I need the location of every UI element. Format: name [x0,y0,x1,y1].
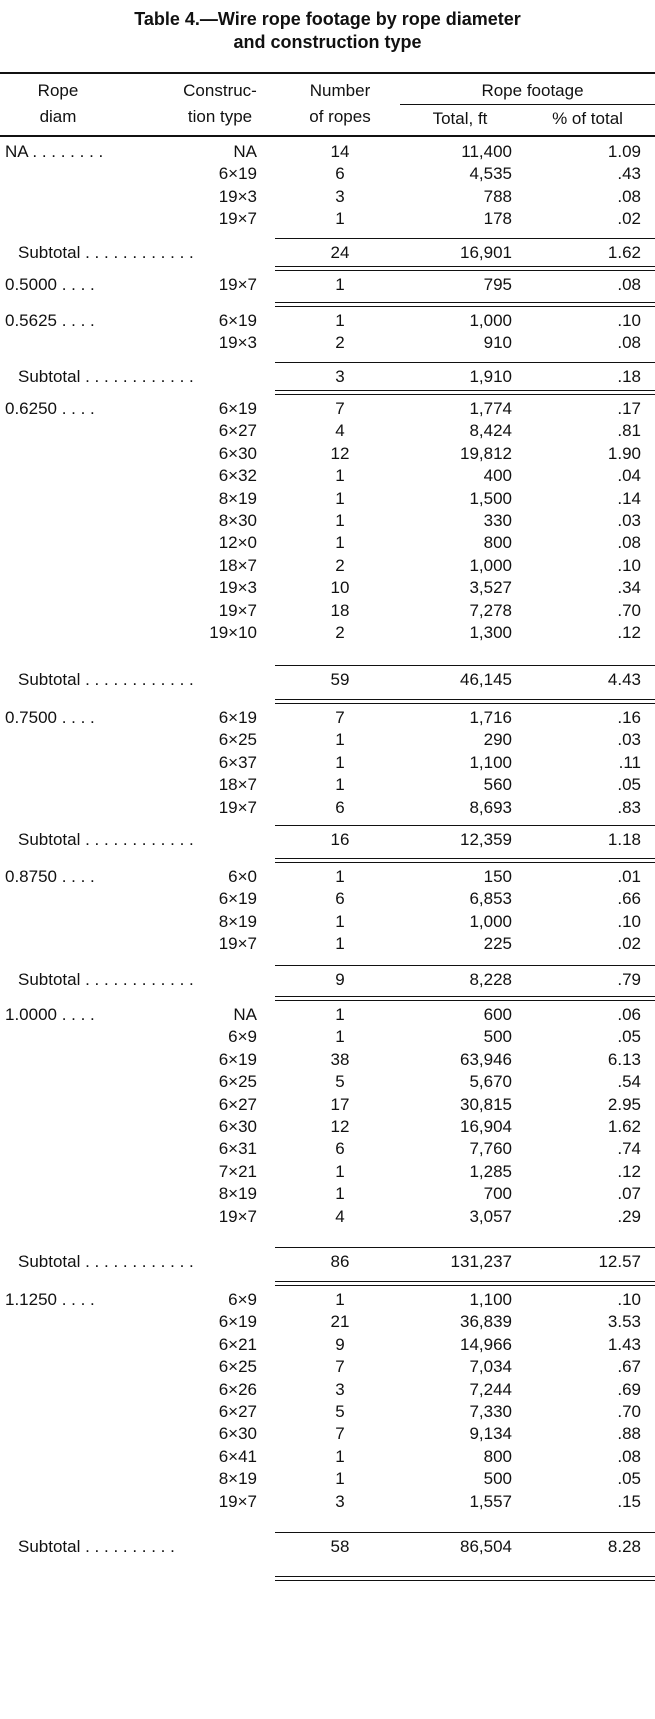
pct-total-cell: .10 [617,911,641,931]
subtotal-total-ft: 8,228 [469,970,512,989]
pct-total-cell: 3.53 [607,1312,641,1332]
subtotal-total-ft: 46,145 [460,670,512,689]
construction-type-cell: 6×30 [218,443,257,463]
number-of-ropes-cell: 1 [335,867,345,886]
number-of-ropes-cell: 3 [335,1491,345,1511]
total-ft-cell: 1,285 [469,1161,512,1181]
pct-total-cell: 6.13 [607,1049,641,1069]
construction-type-cell: 6×27 [218,421,257,441]
construction-type-cell: 6×19 [218,1312,257,1332]
construction-type-cell: 6×9 [228,1027,257,1047]
number-of-ropes-cell: 1 [335,1027,345,1047]
total-ft-cell: 63,946 [460,1049,512,1069]
pct-total-cell: .74 [617,1139,641,1159]
number-of-ropes-cell: 4 [335,421,345,441]
construction-type-cell: 19×7 [218,1206,257,1226]
total-ft-cell: 1,500 [469,488,512,508]
pct-total-cell: .08 [617,533,641,553]
number-of-ropes-cell: 10 [330,578,350,598]
construction-type-cell: 6×19 [218,164,257,184]
pct-total-cell: .05 [617,775,641,795]
subtotal-rule [275,665,655,666]
pct-total-cell: .03 [617,730,641,750]
construction-type-cell: 6×9 [228,1290,257,1309]
header-rope-diam [8,78,108,130]
total-ft-cell: 8,693 [469,797,512,817]
subtotal-label: Subtotal . . . . . . . . . . . . [18,1252,194,1271]
pct-total-cell: 1.43 [607,1334,641,1354]
total-ft-cell: 800 [483,533,512,553]
construction-type-cell: 6×26 [218,1379,257,1399]
pct-total-cell: .70 [617,600,641,620]
subtotal-pct: .18 [617,367,641,386]
total-ft-cell: 500 [483,1027,512,1047]
construction-type-cell: 6×37 [218,752,257,772]
number-of-ropes-cell: 1 [335,752,345,772]
total-ft-cell: 1,000 [469,555,512,575]
number-of-ropes-cell: 1 [335,1290,345,1309]
construction-type-cell: 6×19 [218,399,257,418]
total-ft-cell: 910 [483,333,512,353]
construction-type-cell: NA [233,142,257,161]
construction-type-cell: 6×21 [218,1334,257,1354]
subtotal-label: Subtotal . . . . . . . . . . . . [18,830,194,849]
number-of-ropes-cell: 1 [335,1005,345,1024]
rope-diam-label: NA . . . . . . . . [5,142,104,161]
rope-diam-label: 0.7500 . . . . [5,708,95,727]
number-of-ropes-cell: 17 [330,1094,350,1114]
subtotal-pct: 1.62 [607,243,641,262]
pct-total-cell: .54 [617,1072,641,1092]
total-ft-cell: 290 [483,730,512,750]
number-of-ropes-cell: 1 [335,311,345,330]
table-end-rule [275,1576,655,1581]
construction-type-cell: 18×7 [218,775,257,795]
pct-total-cell: .08 [617,333,641,353]
number-of-ropes-cell: 12 [330,1117,350,1136]
total-ft-cell: 7,034 [469,1357,512,1377]
pct-total-cell: .03 [617,511,641,530]
header-number-line1: Number [309,81,371,100]
construction-type-cell: 6×41 [218,1446,257,1466]
pct-total-cell: .08 [617,186,641,206]
total-ft-cell: 7,278 [469,600,512,620]
total-ft-cell: 4,535 [469,164,512,184]
pct-total-cell: .16 [617,708,641,727]
pct-total-cell: .08 [617,275,641,294]
pct-total-cell: .05 [617,1027,641,1047]
total-ft-cell: 800 [483,1446,512,1466]
construction-type-cell: 7×21 [218,1161,257,1181]
group-separator-rule [275,858,655,863]
table-title-line2: and construction type [233,32,422,52]
rope-diam-label: 0.5625 . . . . [5,311,95,330]
subtotal-number: 3 [335,367,345,386]
total-ft-cell: 600 [483,1005,512,1024]
header-construction-line1: Construc- [183,81,257,100]
total-ft-cell: 1,100 [469,1290,512,1309]
header-number-of-ropes [290,78,390,130]
pct-total-cell: .14 [617,488,641,508]
total-ft-cell: 8,424 [469,421,512,441]
total-ft-cell: 1,100 [469,752,512,772]
pct-total-cell: .29 [617,1206,641,1226]
number-of-ropes-cell: 1 [335,775,345,795]
number-of-ropes-cell: 1 [335,911,345,931]
subtotal-number: 86 [330,1252,350,1271]
number-of-ropes-cell: 2 [335,623,345,642]
construction-type-cell: 19×7 [218,600,257,620]
pct-total-cell: .67 [617,1357,641,1377]
total-ft-cell: 36,839 [460,1312,512,1332]
pct-total-cell: .08 [617,1446,641,1466]
number-of-ropes-cell: 5 [335,1072,345,1092]
table-title [0,0,655,54]
subtotal-rule [275,362,655,363]
subtotal-label: Subtotal . . . . . . . . . . . . [18,970,194,989]
construction-type-cell: 8×19 [218,488,257,508]
number-of-ropes-cell: 1 [335,1469,345,1489]
pct-total-cell: .34 [617,578,641,598]
pct-total-cell: 2.95 [607,1094,641,1114]
number-of-ropes-cell: 1 [335,934,345,954]
pct-total-cell: .83 [617,797,641,817]
total-ft-cell: 19,812 [460,443,512,463]
group-separator-rule [275,390,655,395]
pct-total-cell: .04 [617,466,641,486]
pct-total-cell: .88 [617,1424,641,1444]
total-ft-cell: 1,000 [469,311,512,330]
construction-type-cell: NA [233,1005,257,1024]
group-separator-rule [275,1281,655,1286]
total-ft-cell: 3,527 [469,578,512,598]
header-top-rule [0,72,655,74]
table-title-line1: Table 4.—Wire rope footage by rope diameter [134,9,521,29]
construction-type-cell: 19×10 [209,623,257,642]
pct-total-cell: .10 [617,311,641,330]
header-number-line2: of ropes [309,107,371,126]
construction-type-cell: 19×3 [218,186,257,206]
number-of-ropes-cell: 6 [335,797,345,817]
construction-type-cell: 19×3 [218,578,257,598]
subtotal-total-ft: 16,901 [460,243,512,262]
total-ft-cell: 788 [483,186,512,206]
total-ft-cell: 1,774 [469,399,512,418]
total-ft-cell: 16,904 [460,1117,512,1136]
pct-total-cell: 1.90 [607,443,641,463]
pct-total-cell: .11 [618,752,641,772]
subtotal-number: 16 [330,830,350,849]
pct-total-cell: .07 [617,1184,641,1204]
header-footage-rule [400,104,655,105]
number-of-ropes-cell: 7 [335,708,345,727]
subtotal-label: Subtotal . . . . . . . . . . . . [18,243,194,262]
total-ft-cell: 30,815 [460,1094,512,1114]
construction-type-cell: 12×0 [218,533,257,553]
subtotal-pct: 4.43 [607,670,641,689]
header-rope-diam-line1: Rope [37,81,79,100]
subtotal-pct: .79 [617,970,641,989]
header-bottom-rule [0,135,655,137]
construction-type-cell: 6×25 [218,1072,257,1092]
number-of-ropes-cell: 6 [335,1139,345,1159]
subtotal-total-ft: 131,237 [450,1252,512,1271]
total-ft-cell: 1,557 [469,1491,512,1511]
number-of-ropes-cell: 1 [335,1184,345,1204]
subtotal-pct: 8.28 [607,1537,641,1556]
number-of-ropes-cell: 1 [335,488,345,508]
pct-total-cell: .69 [617,1379,641,1399]
number-of-ropes-cell: 1 [335,466,345,486]
pct-total-cell: 1.62 [607,1117,641,1136]
subtotal-label: Subtotal . . . . . . . . . . . . [18,670,194,689]
pct-total-cell: .43 [617,164,641,184]
total-ft-cell: 6,853 [469,889,512,909]
number-of-ropes-cell: 14 [330,142,350,161]
number-of-ropes-cell: 7 [335,1424,345,1444]
total-ft-cell: 400 [483,466,512,486]
pct-total-cell: .12 [617,623,641,642]
rope-diam-label: 1.1250 . . . . [5,1290,95,1309]
subtotal-rule [275,1532,655,1533]
total-ft-cell: 7,244 [469,1379,512,1399]
subtotal-rule [275,238,655,239]
number-of-ropes-cell: 6 [335,889,345,909]
subtotal-rule [275,965,655,966]
pct-total-cell: .10 [617,555,641,575]
construction-type-cell: 19×7 [218,934,257,954]
pct-total-cell: 1.09 [607,142,641,161]
total-ft-cell: 700 [483,1184,512,1204]
total-ft-cell: 5,670 [469,1072,512,1092]
construction-type-cell: 6×30 [218,1117,257,1136]
group-separator-rule [275,996,655,1001]
pct-total-cell: .10 [617,1290,641,1309]
construction-type-cell: 6×25 [218,730,257,750]
construction-type-cell: 19×7 [218,275,257,294]
pct-total-cell: .02 [617,934,641,954]
construction-type-cell: 19×7 [218,1491,257,1511]
construction-type-cell: 6×27 [218,1402,257,1421]
header-construction-type [160,78,280,130]
construction-type-cell: 6×19 [218,708,257,727]
construction-type-cell: 19×7 [218,209,257,229]
number-of-ropes-cell: 3 [335,186,345,206]
number-of-ropes-cell: 3 [335,1379,345,1399]
subtotal-rule [275,1247,655,1248]
subtotal-number: 24 [330,243,350,262]
number-of-ropes-cell: 6 [335,164,345,184]
construction-type-cell: 18×7 [218,555,257,575]
pct-total-cell: .70 [617,1402,641,1421]
total-ft-cell: 795 [483,275,512,294]
rope-diam-label: 1.0000 . . . . [5,1005,95,1024]
number-of-ropes-cell: 5 [335,1402,345,1421]
construction-type-cell: 19×7 [218,797,257,817]
pct-total-cell: .05 [617,1469,641,1489]
number-of-ropes-cell: 1 [335,511,345,530]
header-total-ft: Total, ft [432,109,488,128]
total-ft-cell: 1,000 [469,911,512,931]
number-of-ropes-cell: 2 [335,555,345,575]
number-of-ropes-cell: 21 [330,1312,350,1332]
pct-total-cell: .12 [617,1161,641,1181]
construction-type-cell: 6×27 [218,1094,257,1114]
construction-type-cell: 8×19 [218,1184,257,1204]
pct-total-cell: .17 [617,399,641,418]
pct-total-cell: .81 [617,421,641,441]
construction-type-cell: 8×19 [218,911,257,931]
subtotal-rule [275,825,655,826]
total-ft-cell: 1,300 [469,623,512,642]
total-ft-cell: 560 [483,775,512,795]
subtotal-total-ft: 1,910 [469,367,512,386]
pct-total-cell: .15 [617,1491,641,1511]
group-separator-rule [275,699,655,704]
subtotal-total-ft: 86,504 [460,1537,512,1556]
pct-total-cell: .06 [617,1005,641,1024]
total-ft-cell: 11,400 [461,142,512,161]
total-ft-cell: 178 [483,209,512,229]
header-construction-line2: tion type [187,107,253,126]
number-of-ropes-cell: 9 [335,1334,345,1354]
group-separator-rule [275,302,655,307]
number-of-ropes-cell: 4 [335,1206,345,1226]
construction-type-cell: 6×19 [218,1049,257,1069]
pct-total-cell: .02 [617,209,641,229]
subtotal-pct: 1.18 [607,830,641,849]
subtotal-number: 58 [330,1537,350,1556]
number-of-ropes-cell: 12 [330,443,350,463]
construction-type-cell: 6×32 [218,466,257,486]
number-of-ropes-cell: 1 [335,730,345,750]
total-ft-cell: 225 [483,934,512,954]
number-of-ropes-cell: 1 [335,209,345,229]
subtotal-pct: 12.57 [598,1252,641,1271]
subtotal-total-ft: 12,359 [460,830,512,849]
total-ft-cell: 9,134 [469,1424,512,1444]
number-of-ropes-cell: 38 [330,1049,350,1069]
rope-diam-label: 0.8750 . . . . [5,867,95,886]
pct-total-cell: .01 [617,867,641,886]
total-ft-cell: 150 [483,867,512,886]
number-of-ropes-cell: 2 [335,333,345,353]
group-separator-rule [275,266,655,271]
number-of-ropes-cell: 1 [335,1446,345,1466]
construction-type-cell: 6×30 [218,1424,257,1444]
subtotal-label: Subtotal . . . . . . . . . . . . [18,367,194,386]
rope-diam-label: 0.6250 . . . . [5,399,95,418]
total-ft-cell: 7,330 [469,1402,512,1421]
total-ft-cell: 3,057 [469,1206,512,1226]
total-ft-cell: 7,760 [469,1139,512,1159]
subtotal-label: Subtotal . . . . . . . . . . [18,1537,175,1556]
construction-type-cell: 8×19 [218,1469,257,1489]
construction-type-cell: 6×25 [218,1357,257,1377]
header-pct-total: % of total [552,109,623,128]
subtotal-number: 9 [335,970,345,989]
header-rope-diam-line2: diam [39,107,77,126]
rope-diam-label: 0.5000 . . . . [5,275,95,294]
total-ft-cell: 14,966 [460,1334,512,1354]
number-of-ropes-cell: 18 [330,600,350,620]
header-rope-footage: Rope footage [481,81,584,100]
subtotal-number: 59 [330,670,350,689]
number-of-ropes-cell: 1 [335,533,345,553]
pct-total-cell: .66 [617,889,641,909]
construction-type-cell: 19×3 [218,333,257,353]
number-of-ropes-cell: 7 [335,1357,345,1377]
construction-type-cell: 6×31 [218,1139,257,1159]
construction-type-cell: 8×30 [218,511,257,530]
number-of-ropes-cell: 1 [335,275,345,294]
number-of-ropes-cell: 1 [335,1161,345,1181]
total-ft-cell: 330 [483,511,512,530]
construction-type-cell: 6×19 [218,311,257,330]
construction-type-cell: 6×19 [218,889,257,909]
total-ft-cell: 500 [483,1469,512,1489]
number-of-ropes-cell: 7 [335,399,345,418]
construction-type-cell: 6×0 [228,867,257,886]
total-ft-cell: 1,716 [469,708,512,727]
